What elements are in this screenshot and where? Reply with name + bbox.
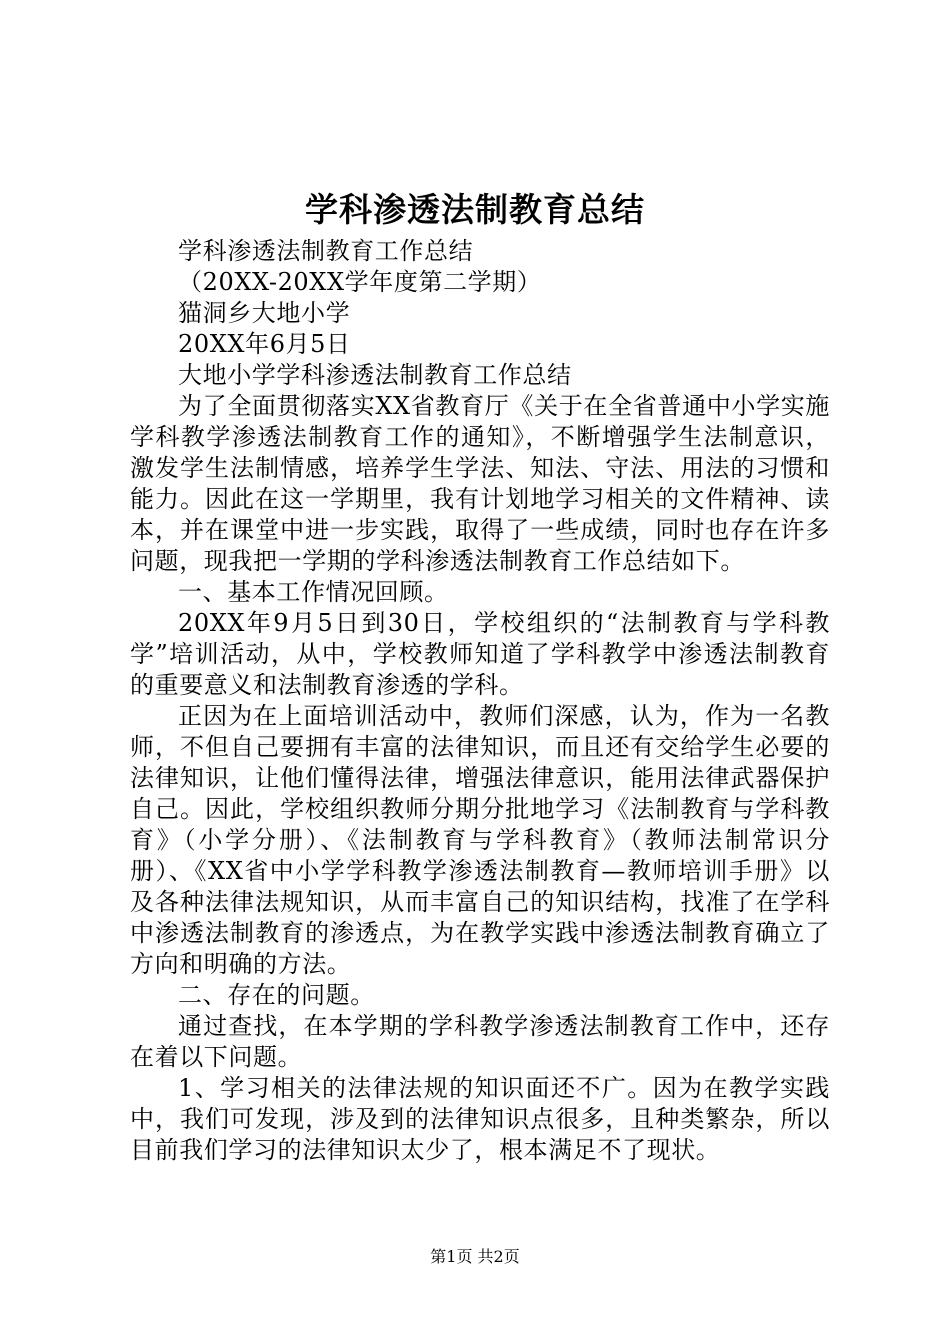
page-footer: 第1页 共2页 [430, 1247, 520, 1266]
paragraph: 二、存在的问题。 [178, 981, 375, 1009]
paragraph: 通过查找，在本学期的学科教学渗透法制教育工作中，还存在着以下问题。 [130, 1012, 830, 1071]
paragraph: 一、基本工作情况回顾。 [178, 578, 449, 606]
paragraph: 学科渗透法制教育工作总结 [178, 237, 474, 265]
document-body [130, 236, 830, 1166]
paragraph: 1、学习相关的法律法规的知识面还不广。因为在教学实践中，我们可发现，涉及到的法律知识点很多，且种类繁杂，所以目前我们学习的法律知识太少了，根本满足不了现状。 [130, 1074, 830, 1164]
paragraph: 大地小学学科渗透法制教育工作总结 [178, 361, 572, 389]
paragraph: （20XX-20XX学年度第二学期） [178, 268, 542, 296]
paragraph: 正因为在上面培训活动中，教师们深感，认为，作为一名教师，不但自己要拥有丰富的法律知识，而且还有交给学生必要的法律知识，让他们懂得法律，增强法律意识，能用法律武器保护自己。因此，学校组织教师分期分批地学习《法制教育与学科教育》（小学分册）、《法制教育与学科教育》（教师法制常识分册）、《XX省中小学学科教学渗透法制教育—教师培训手册》以及各种法律法规知识，从而丰富自己的知识结构，找准了在学科中渗透法制教育的渗透点，为在教学实践中渗透法制教育确立了方向和明确的方法。 [130, 702, 830, 978]
paragraph: 为了全面贯彻落实XX省教育厅《关于在全省普通中小学实施学科教学渗透法制教育工作的通知》，不断增强学生法制意识，激发学生法制情感，培养学生学法、知法、守法、用法的习惯和能力。因此在这一学期里，我有计划地学习相关的文件精神、读本，并在课堂中进一步实践，取得了一些成绩，同时也存在许多问题，现我把一学期的学科渗透法制教育工作总结如下。 [130, 392, 830, 575]
paragraph: 20XX年9月5日到30日，学校组织的“法制教育与学科教学”培训活动，从中，学校教师知道了学科教学中渗透法制教育的重要意义和法制教育渗透的学科。 [130, 609, 830, 699]
document-title: 学科渗透法制教育总结 [305, 190, 645, 229]
paragraph: 猫洞乡大地小学 [178, 299, 351, 327]
paragraph: 20XX年6月5日 [178, 330, 351, 358]
